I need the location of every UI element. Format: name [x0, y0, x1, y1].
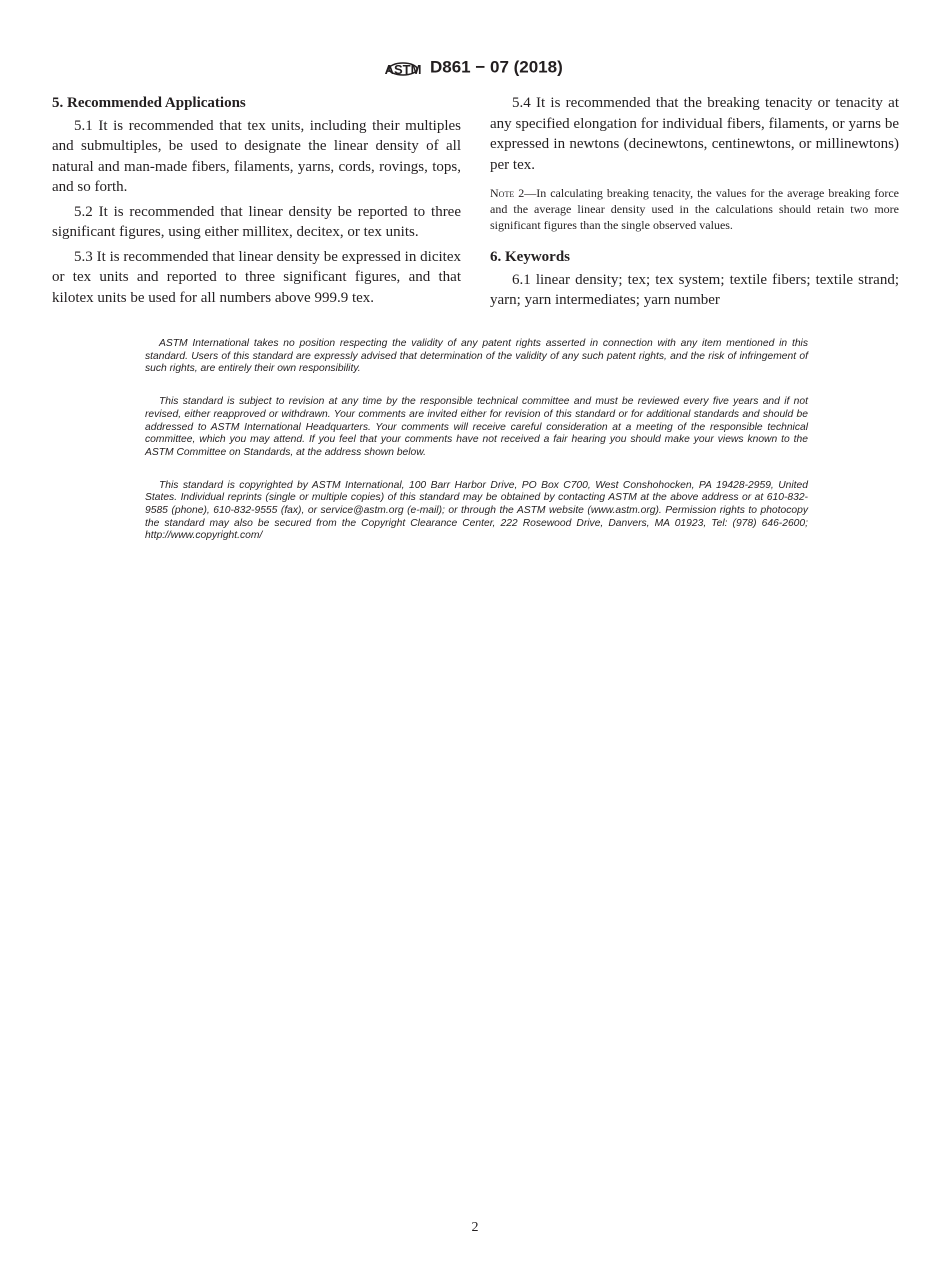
note-2: [490, 185, 899, 233]
right-column: [490, 93, 899, 315]
left-column: [52, 93, 461, 312]
svg-text:ASTM: ASTM: [384, 62, 422, 77]
footer-paragraph: This standard is subject to revision at any time by the responsible technical committee and must be reviewed every five years and if not revised, either reapproved or withdrawn. Your comments are invited either for revision of this standard or for additional standards and should be addressed to ASTM International Headquarters. Your comments will receive careful consideration at a meeting of the responsible technical committee, which you may attend. If you feel that your comments have not received a fair hearing you should make your views known to the ASTM Committee on Standards, at the address shown below.: [145, 396, 808, 458]
paragraph-6-1: 6.1 linear density; tex; tex system; textile fibers; textile strand; yarn; yarn intermediates; yarn number: [490, 271, 899, 308]
page-header: [0, 55, 950, 81]
section-heading: 6. Keywords: [490, 249, 570, 265]
legal-footer: [145, 338, 808, 563]
document-designation: D861 − 07 (2018): [429, 57, 563, 77]
astm-logo-icon: [384, 55, 422, 81]
footer-paragraph: This standard is copyrighted by ASTM International, 100 Barr Harbor Drive, PO Box C700, West Conshohocken, PA 19428-2959, United States. Individual reprints (single or multiple copies) of this standard may be obtained by contacting ASTM at the above address or at 610-832-9585 (phone), 610-832-9555 (fax), or service@astm.org (e-mail); or through the ASTM website (www.astm.org). Permission rights to photocopy the standard may also be secured from the Copyright Clearance Center, 222 Rosewood Drive, Danvers, MA 01923, Tel: (978) 646-2600; http://www.copyright.com/: [145, 479, 808, 542]
section-heading: 5. Recommended Applications: [52, 95, 246, 111]
footer-paragraph: ASTM International takes no position respecting the validity of any patent rights asserted in connection with any item mentioned in this standard. Users of this standard are expressly advised that determination of the validity of any such patent rights, and the risk of infringement of such rights, are entirely their own responsibility.: [145, 338, 808, 375]
page-number: 2: [471, 1220, 479, 1235]
paragraph-5-3: 5.3 It is recommended that linear density be expressed in dicitex or tex units and reported to three significant figures, and that kilotex units be used for all numbers above 999.9 tex.: [52, 248, 461, 306]
note-text: —In calculating breaking tenacity, the values for the average breaking force and the average linear density used in the calculations should retain two more significant figures than the single observed values.: [490, 186, 900, 232]
paragraph-5-1: 5.1 It is recommended that tex units, including their multiples and submultiples, be used to designate the linear density of all natural and man-made fibers, filaments, yarns, cords, rovings, tops, and so forth.: [52, 117, 461, 195]
paragraph-5-4: 5.4 It is recommended that the breaking tenacity or tenacity at any specified elongation for individual fibers, filaments, or yarns be expressed in newtons (decinewtons, centinewtons, or millinewtons) per tex.: [490, 95, 899, 173]
paragraph-5-2: 5.2 It is recommended that linear density be reported to three significant figures, using either millitex, decitex, or tex units.: [52, 203, 461, 240]
note-label: Note 2: [490, 186, 525, 200]
